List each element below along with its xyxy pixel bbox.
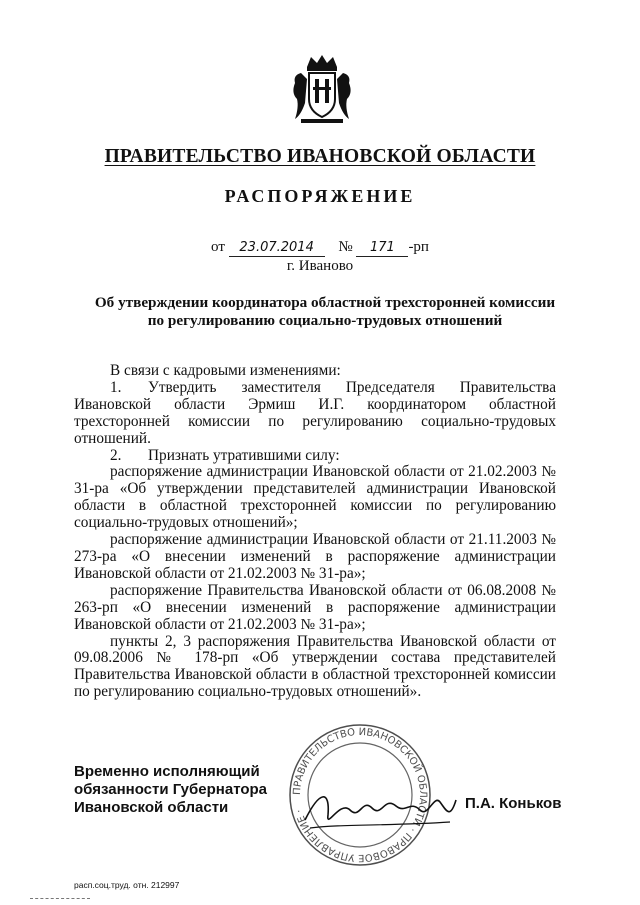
item-1-number: 1.	[110, 378, 122, 396]
signatory-title-line-1: Временно исполняющий	[74, 763, 260, 780]
coat-of-arms-icon	[291, 53, 353, 127]
repealed-item-4: пункты 2, 3 распоряжения Правительства Ивановской области от 09.08.2006 № 178-рп «Об утверждении состава представителей Правительства Ивановской области в областной трехсторонней комиссии по регулированию социально-трудовых отношений».	[74, 632, 556, 701]
subject-line-2: по регулированию социально-трудовых отношений	[147, 312, 503, 329]
item-1	[74, 380, 556, 448]
repealed-item-2: распоряжение администрации Ивановской области от 21.11.2003 № 273-ра «О внесении изменений в распоряжение администрации Ивановской области от 21.02.2003 № 31-ра»;	[74, 531, 556, 582]
intro-paragraph: В связи с кадровыми изменениями:	[110, 362, 341, 379]
item-2	[74, 448, 556, 465]
item-2-number: 2.	[110, 446, 122, 464]
item-1-text: Утвердить заместителя Председателя Правительства Ивановской области Эрмиш И.Г. координатором областной трехсторонней комиссии по регулированию социально-трудовых отношений.	[74, 378, 556, 447]
document-date: 23.07.2014	[229, 240, 325, 257]
city: г. Иваново	[286, 258, 354, 274]
stamp-text: ПРАВИТЕЛЬСТВО ИВАНОВСКОЙ ОБЛАСТИ · ПРАВОВОЕ УПРАВЛЕНИЕ ·	[291, 726, 429, 864]
government-title: ПРАВИТЕЛЬСТВО ИВАНОВСКОЙ ОБЛАСТИ	[104, 146, 536, 167]
signatory-title-line-2: обязанности Губернатора	[74, 781, 268, 798]
repealed-item-3: распоряжение Правительства Ивановской области от 06.08.2008 № 263-рп «О внесении изменений в распоряжение администрации Ивановской области от 21.02.2003 № 31-ра»;	[74, 581, 556, 633]
document-body	[74, 363, 556, 701]
number-sign: №	[338, 239, 353, 255]
date-prefix: от	[211, 239, 225, 255]
footer-divider	[30, 898, 90, 899]
date-number-line	[0, 239, 640, 257]
repealed-item-1: распоряжение администрации Ивановской области от 21.02.2003 № 31-ра «Об утверждении представителей администрации Ивановской области в областной трехсторонней комиссии по регулированию социально-трудовых отношений»;	[74, 463, 556, 532]
handwritten-signature	[300, 780, 460, 840]
document-subject	[70, 294, 580, 330]
subject-line-1: Об утверждении координатора областной трехсторонней комиссии	[94, 294, 556, 311]
signatory-title-line-3: Ивановской области	[74, 799, 229, 816]
document-number: 171	[356, 240, 408, 257]
item-2-text: Признать утратившими силу:	[148, 446, 340, 464]
signatory-name: П.А. Коньков	[465, 795, 562, 812]
signatory-title	[74, 763, 267, 817]
footer-reference: расп.соц.труд. отн. 212997	[74, 880, 180, 890]
number-suffix: -рп	[408, 239, 429, 255]
document-type: РАСПОРЯЖЕНИЕ	[224, 186, 416, 206]
